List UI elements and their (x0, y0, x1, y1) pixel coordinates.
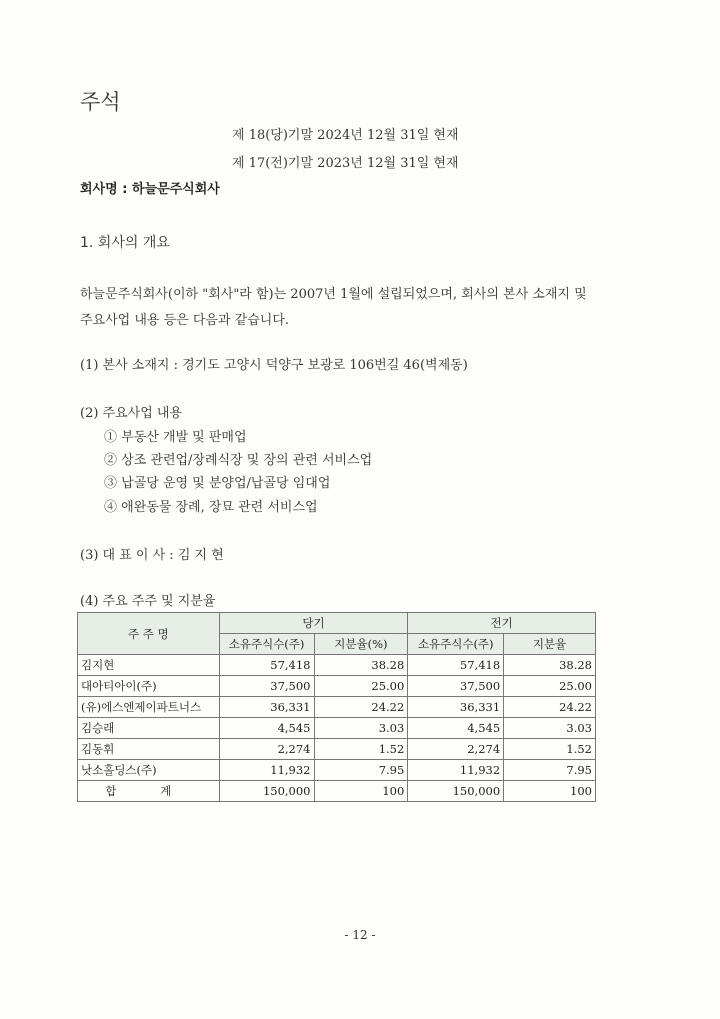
current-ratio: 24.22 (314, 697, 408, 718)
current-shares: 4,545 (219, 718, 314, 739)
business-item: ④ 애완동물 장례, 장묘 관련 서비스업 (104, 500, 318, 515)
table-row (78, 739, 596, 760)
current-ratio: 25.00 (314, 676, 408, 697)
current-ratio: 38.28 (314, 655, 408, 676)
intro-paragraph (80, 282, 620, 334)
shareholder-name: 대아티아이(주) (78, 676, 220, 697)
prior-ratio: 3.03 (504, 718, 596, 739)
header-current: 당기 (219, 613, 408, 634)
table-row (78, 655, 596, 676)
prior-shares: 37,500 (408, 676, 504, 697)
current-shares: 2,274 (219, 739, 314, 760)
company-name: 회사명 : 하늘문주식회사 (80, 182, 220, 197)
page-number: - 12 - (344, 928, 376, 942)
prior-ratio: 25.00 (504, 676, 596, 697)
intro-line-1: 하늘문주식회사(이하 "회사"라 함)는 2007년 1월에 설립되었으며, 회사의 본사 소재지 및 (80, 287, 587, 302)
business-item: ② 상조 관련업/장례식장 및 장의 관련 서비스업 (104, 453, 373, 468)
section-title: 1. 회사의 개요 (80, 235, 170, 251)
header-prior: 전기 (408, 613, 596, 634)
prior-ratio: 7.95 (504, 760, 596, 781)
total-prior-ratio: 100 (504, 781, 596, 802)
shareholder-name: 김승래 (78, 718, 220, 739)
table-row (78, 676, 596, 697)
header-current-shares: 소유주식수(주) (219, 634, 314, 655)
business-title: (2) 주요사업 내용 (80, 406, 183, 421)
header-prior-ratio: 지분율 (504, 634, 596, 655)
current-ratio: 1.52 (314, 739, 408, 760)
total-row (78, 781, 596, 802)
total-current-shares: 150,000 (219, 781, 314, 802)
current-period: 제 18(당)기말 2024년 12월 31일 현재 (232, 128, 459, 143)
current-ratio: 3.03 (314, 718, 408, 739)
shareholder-name: 김동휘 (78, 739, 220, 760)
current-shares: 37,500 (219, 676, 314, 697)
prior-period: 제 17(전)기말 2023년 12월 31일 현재 (232, 156, 459, 171)
prior-shares: 4,545 (408, 718, 504, 739)
table-row (78, 760, 596, 781)
total-label: 합 계 (78, 781, 220, 802)
prior-shares: 36,331 (408, 697, 504, 718)
current-shares: 57,418 (219, 655, 314, 676)
business-item: ③ 납골당 운영 및 분양업/납골당 임대업 (104, 476, 331, 491)
prior-ratio: 24.22 (504, 697, 596, 718)
headquarters: (1) 본사 소재지 : 경기도 고양시 덕양구 보광로 106번길 46(벽제동) (80, 358, 468, 373)
current-shares: 36,331 (219, 697, 314, 718)
prior-ratio: 1.52 (504, 739, 596, 760)
business-item: ① 부동산 개발 및 판매업 (104, 430, 247, 445)
shareholder-table (77, 612, 596, 802)
table-row (78, 697, 596, 718)
total-prior-shares: 150,000 (408, 781, 504, 802)
shareholder-name: 낫소홀딩스(주) (78, 760, 220, 781)
total-current-ratio: 100 (314, 781, 408, 802)
page-heading: 주석 (80, 90, 121, 114)
current-shares: 11,932 (219, 760, 314, 781)
header-current-ratio: 지분율(%) (314, 634, 408, 655)
prior-shares: 57,418 (408, 655, 504, 676)
ceo: (3) 대 표 이 사 : 김 지 현 (80, 548, 224, 563)
shareholder-name: (유)에스엔제이파트너스 (78, 697, 220, 718)
current-ratio: 7.95 (314, 760, 408, 781)
prior-ratio: 38.28 (504, 655, 596, 676)
header-prior-shares: 소유주식수(주) (408, 634, 504, 655)
prior-shares: 2,274 (408, 739, 504, 760)
table-row (78, 718, 596, 739)
intro-line-2: 주요사업 내용 등은 다음과 같습니다. (80, 313, 290, 328)
shareholder-name: 김지현 (78, 655, 220, 676)
shareholder-title: (4) 주요 주주 및 지분율 (80, 594, 216, 609)
header-shareholder: 주 주 명 (78, 613, 220, 655)
prior-shares: 11,932 (408, 760, 504, 781)
